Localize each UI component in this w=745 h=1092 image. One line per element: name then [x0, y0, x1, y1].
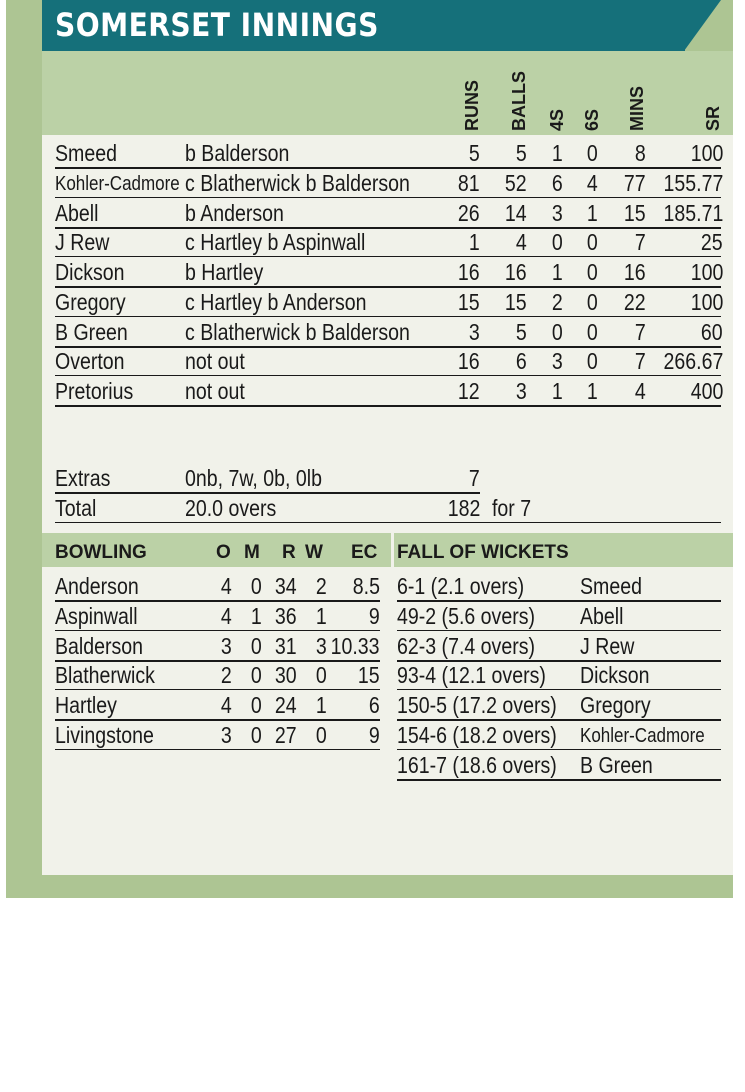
bowling-col-overs: O [216, 542, 231, 563]
bowler-m: 0 [251, 573, 262, 599]
batter-name: B Green [55, 318, 128, 345]
batter-runs: 16 [458, 259, 480, 285]
bowler-name: Aspinwall [55, 602, 138, 629]
table-row-divider [397, 689, 721, 690]
batter-runs: 26 [458, 199, 480, 226]
batter-runs: 3 [469, 318, 480, 345]
batter-name: Smeed [55, 140, 117, 166]
bowler-r: 27 [275, 722, 297, 748]
bowler-name: Balderson [55, 632, 144, 659]
batter-dismissal: b Anderson [185, 199, 284, 226]
col-header-balls: BALLS [509, 71, 529, 131]
total-value: 182 [447, 495, 480, 521]
table-row-divider [55, 600, 380, 602]
total-detail: 20.0 overs [185, 495, 277, 521]
bowler-o: 4 [221, 602, 232, 629]
total-wickets: for 7 [492, 495, 532, 521]
table-row-divider [55, 405, 721, 407]
batter-fours: 3 [552, 199, 563, 226]
bowler-o: 4 [221, 692, 232, 719]
batter-runs: 12 [458, 378, 480, 404]
batter-balls: 3 [516, 378, 527, 404]
batter-mins: 77 [624, 169, 646, 196]
bowler-o: 4 [221, 573, 232, 599]
fow-batter: Smeed [580, 573, 642, 599]
bowler-r: 36 [275, 602, 297, 629]
batter-sixes: 4 [587, 169, 598, 196]
table-row-divider [55, 630, 380, 631]
batter-sixes: 1 [587, 199, 598, 226]
batter-sr: 400 [690, 378, 723, 404]
batter-dismissal: c Blatherwick b Balderson [185, 169, 410, 196]
batter-sr: 25 [701, 229, 723, 256]
batter-runs: 1 [469, 229, 480, 256]
bowler-ec: 9 [369, 722, 380, 748]
batter-name: Pretorius [55, 378, 134, 404]
table-row-divider [55, 749, 380, 750]
extras-value: 7 [469, 465, 480, 491]
table-row-divider [397, 660, 721, 662]
bowler-ec: 8.5 [352, 573, 380, 599]
extras-divider [55, 492, 480, 494]
fow-batter: Abell [580, 602, 624, 629]
batter-dismissal: c Hartley b Aspinwall [185, 229, 366, 256]
batter-name: J Rew [55, 229, 110, 256]
bowler-m: 1 [251, 602, 262, 629]
table-row-divider [397, 779, 721, 781]
batting-header-band [42, 51, 733, 135]
batter-sr: 185.71 [663, 199, 723, 226]
batter-fours: 1 [552, 259, 563, 285]
batter-balls: 14 [505, 199, 527, 226]
batter-balls: 15 [505, 288, 527, 315]
batter-sixes: 0 [587, 348, 598, 375]
fow-batter: Dickson [580, 662, 650, 689]
batter-sixes: 0 [587, 288, 598, 315]
page-title: SOMERSET INNINGS [55, 6, 379, 44]
col-header-sr: SR [703, 105, 723, 131]
batter-balls: 5 [516, 140, 527, 166]
batter-fours: 0 [552, 318, 563, 345]
batter-mins: 7 [635, 348, 646, 375]
bowler-name: Hartley [55, 692, 117, 719]
batter-dismissal: not out [185, 348, 245, 375]
total-divider [55, 522, 721, 523]
col-header-sixes: 6S [582, 108, 602, 131]
bowler-r: 31 [275, 632, 297, 659]
fow-batter: Gregory [580, 692, 651, 719]
batter-sr: 60 [701, 318, 723, 345]
bowler-w: 1 [316, 692, 327, 719]
bowler-w: 0 [316, 662, 327, 689]
table-row-divider [397, 630, 721, 631]
fow-batter: Kohler-Cadmore [580, 725, 705, 747]
batter-runs: 5 [469, 140, 480, 166]
bowler-name: Anderson [55, 573, 139, 599]
batter-sr: 100 [690, 259, 723, 285]
bowler-r: 24 [275, 692, 297, 719]
fow-batter: B Green [580, 751, 653, 778]
batter-fours: 6 [552, 169, 563, 196]
bowler-ec: 10.33 [331, 632, 380, 659]
table-row-divider [55, 375, 721, 376]
bowling-col-economy: EC [351, 542, 378, 563]
batter-runs: 16 [458, 348, 480, 375]
batter-sixes: 0 [587, 229, 598, 256]
extras-label: Extras [55, 465, 111, 491]
batter-sr: 100 [690, 140, 723, 166]
batter-name: Dickson [55, 259, 125, 285]
bowler-o: 3 [221, 632, 232, 659]
batter-balls: 6 [516, 348, 527, 375]
title-banner-tip [684, 0, 721, 51]
batter-balls: 52 [505, 169, 527, 196]
batter-mins: 8 [635, 140, 646, 166]
batter-sr: 100 [690, 288, 723, 315]
table-row-divider [55, 719, 380, 721]
batter-name: Overton [55, 348, 125, 375]
bowling-col-maidens: M [244, 542, 260, 563]
batter-name: Abell [55, 199, 99, 226]
batter-dismissal: c Blatherwick b Balderson [185, 318, 410, 345]
batter-mins: 16 [624, 259, 646, 285]
batter-runs: 81 [458, 169, 480, 196]
fow-batter: J Rew [580, 632, 635, 659]
table-row-divider [55, 316, 721, 317]
batter-mins: 22 [624, 288, 646, 315]
batter-mins: 4 [635, 378, 646, 404]
bowler-name: Blatherwick [55, 662, 155, 689]
col-header-mins: MINS [627, 86, 647, 131]
bowler-ec: 9 [369, 602, 380, 629]
table-row-divider [55, 227, 721, 229]
bowler-w: 3 [316, 632, 327, 659]
batter-fours: 1 [552, 378, 563, 404]
col-header-runs: RUNS [462, 79, 482, 131]
bowler-m: 0 [251, 692, 262, 719]
table-row-divider [397, 749, 721, 750]
bowler-w: 2 [316, 573, 327, 599]
table-row-divider [55, 167, 721, 169]
bowler-ec: 6 [369, 692, 380, 719]
table-row-divider [55, 286, 721, 288]
batter-sixes: 0 [587, 318, 598, 345]
table-row-divider [55, 689, 380, 690]
bowler-o: 2 [221, 662, 232, 689]
batter-dismissal: not out [185, 378, 245, 404]
table-row-divider [55, 660, 380, 662]
batter-mins: 7 [635, 229, 646, 256]
fow-score: 62-3 (7.4 overs) [397, 632, 536, 659]
batter-dismissal: b Balderson [185, 140, 290, 166]
batter-sr: 155.77 [663, 169, 723, 196]
table-row-divider [55, 346, 721, 348]
batter-sixes: 0 [587, 259, 598, 285]
table-row-divider [397, 719, 721, 721]
bowler-m: 0 [251, 632, 262, 659]
batter-fours: 2 [552, 288, 563, 315]
batter-sr: 266.67 [663, 348, 723, 375]
total-label: Total [55, 495, 97, 521]
table-row-divider [55, 256, 721, 257]
bowler-m: 0 [251, 722, 262, 748]
col-header-fours: 4S [547, 108, 567, 131]
batter-name: Kohler-Cadmore [55, 172, 180, 195]
bowler-o: 3 [221, 722, 232, 748]
batter-dismissal: b Hartley [185, 259, 264, 285]
fow-title: FALL OF WICKETS [397, 542, 569, 563]
bowling-title: BOWLING [55, 542, 147, 563]
bowling-col-wickets: W [305, 542, 323, 563]
batter-sixes: 1 [587, 378, 598, 404]
batter-fours: 1 [552, 140, 563, 166]
batter-balls: 4 [516, 229, 527, 256]
bowler-r: 30 [275, 662, 297, 689]
batter-fours: 0 [552, 229, 563, 256]
table-row-divider [397, 600, 721, 602]
bowler-r: 34 [275, 573, 297, 599]
batter-sixes: 0 [587, 140, 598, 166]
batter-fours: 3 [552, 348, 563, 375]
fow-score: 6-1 (2.1 overs) [397, 573, 525, 599]
batter-name: Gregory [55, 288, 126, 315]
batter-balls: 5 [516, 318, 527, 345]
fow-score: 93-4 (12.1 overs) [397, 662, 546, 689]
fow-score: 161-7 (18.6 overs) [397, 751, 557, 778]
table-row-divider [55, 197, 721, 198]
batter-dismissal: c Hartley b Anderson [185, 288, 367, 315]
bowler-name: Livingstone [55, 722, 154, 748]
batter-balls: 16 [505, 259, 527, 285]
bowler-ec: 15 [358, 662, 380, 689]
fow-score: 150-5 (17.2 overs) [397, 692, 557, 719]
bowler-w: 0 [316, 722, 327, 748]
fow-score: 154-6 (18.2 overs) [397, 722, 557, 748]
batter-mins: 7 [635, 318, 646, 345]
fow-score: 49-2 (5.6 overs) [397, 602, 536, 629]
bowler-w: 1 [316, 602, 327, 629]
batter-mins: 15 [624, 199, 646, 226]
bowling-col-runs: R [282, 542, 296, 563]
extras-detail: 0nb, 7w, 0b, 0lb [185, 465, 322, 491]
batter-runs: 15 [458, 288, 480, 315]
bowler-m: 0 [251, 662, 262, 689]
